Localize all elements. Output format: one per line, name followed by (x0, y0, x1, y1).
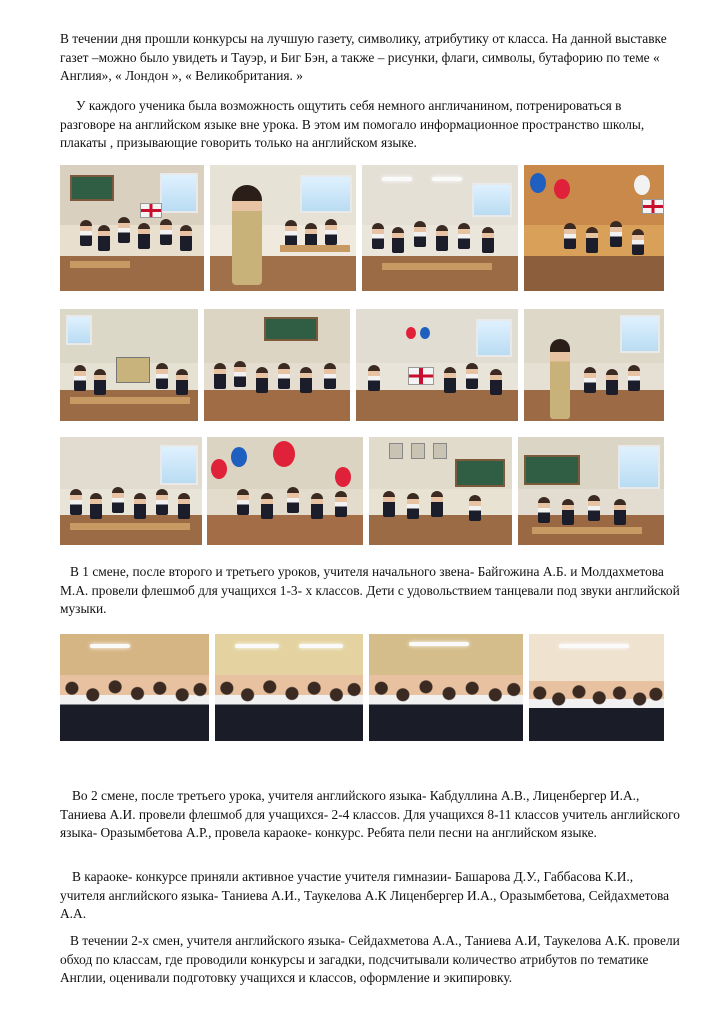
photo-classroom-flags (60, 165, 204, 291)
photo-flashmob-2 (215, 634, 363, 741)
photo-flashmob-1 (60, 634, 209, 741)
photo-flashmob-4 (529, 634, 664, 741)
paragraph-karaoke-participants: В караоке- конкурсе приняли активное участие учителя гимназии- Башарова Д.У., Габбасова К.И., учителя английского языка- Таниева А.И., Таукелова А.К Лиценбергер И.А., Оразымбетова, Сейдахметова А.А. (60, 869, 670, 921)
photo-classroom-row (204, 309, 350, 421)
photo-classroom-board (518, 437, 664, 545)
photo-flashmob-3 (369, 634, 523, 741)
photo-classroom-poster (60, 309, 198, 421)
photo-balloons-students (207, 437, 363, 545)
paragraph-contests: В течении дня прошли конкурсы на лучшую газету, символику, атрибутику от класса. На данной выставке газет –можно было увидеть и Тауэр, и Биг Бэн, а также – рисунки, флаги, символы, бутафорию по теме « Англия», « Лондон », « Великобритания. » (60, 31, 667, 83)
paragraph-second-shift-flashmob: Во 2 смене, после третьего урока, учителя английского языка- Кабдуллина А.В., Лиценбергер И.А., Таниева А.И. провели флешмоб для учащихся- 2-4 классов. Для учащихся 8-11 классов учитель английского языка- Оразымбетова А.Р., провела караоке- конкурс. Ребята пели песни на английском языке. (60, 788, 680, 840)
photo-classroom-wide (60, 437, 202, 545)
photo-teacher-class (524, 309, 664, 421)
photo-classroom-portraits (369, 437, 512, 545)
paragraph-english-practice: У каждого ученика была возможность ощутить себя немного англичанином, потренироваться в разговоре на английском языке вне урока. В этом им помогало информационное пространство школы, плакаты , призывающие говорить только на английском языке. (60, 98, 645, 150)
photo-classroom-flag (356, 309, 518, 421)
photo-balloons-classroom (524, 165, 664, 291)
photo-classroom-students (362, 165, 518, 291)
photo-teacher-costume (210, 165, 356, 291)
paragraph-first-shift-flashmob: В 1 смене, после второго и третьего уроков, учителя начального звена- Байгожина А.Б. и Молдахметова М.А. провели флешмоб для учащихся 1-3- х классов. Дети с удовольствием танцевали под звуки английской музыки. (60, 564, 680, 616)
paragraph-class-rounds: В течении 2-х смен, учителя английского языка- Сейдахметова А.А., Таниева А.И, Таукелова А.К. провели обход по классам, где проводили конкурсы и загадки, подсчитывали количество атрибутов по тематике Англии, оценивали подготовку учащихся и классов, оформление и экипировку. (60, 933, 680, 985)
